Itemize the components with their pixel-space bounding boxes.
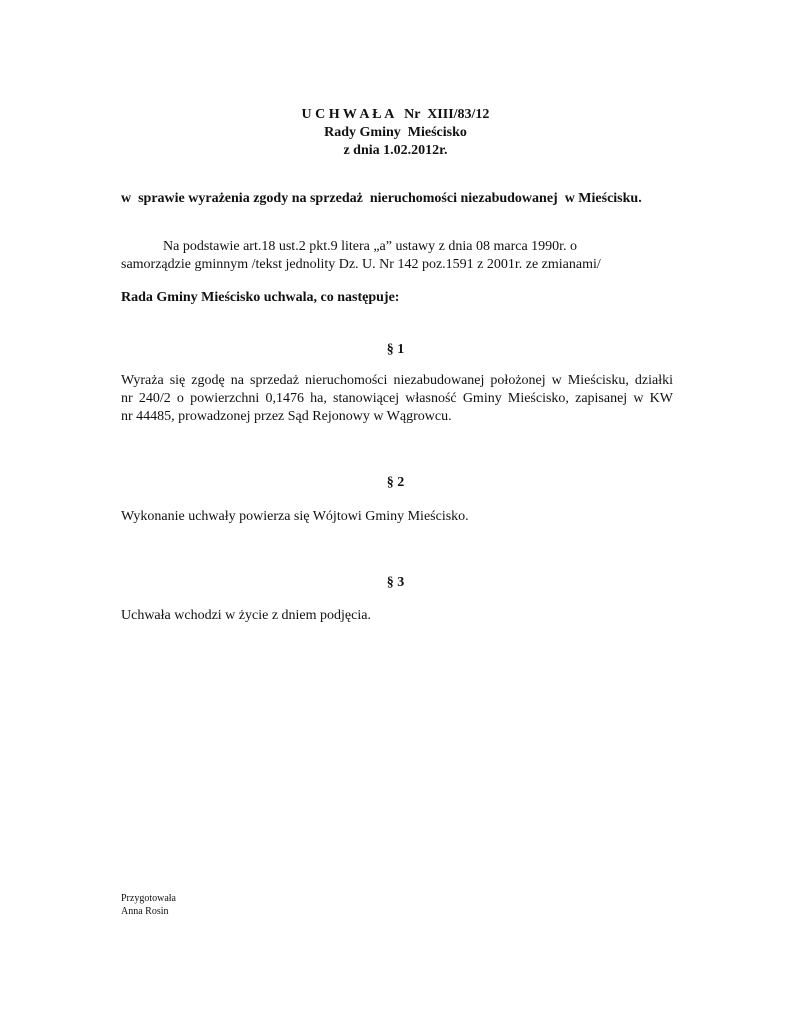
legal-basis-line-2: samorządzie gminnym /tekst jednolity Dz. U. Nr 142 poz.1591 z 2001r. ze zmianami/ bbox=[121, 257, 601, 272]
section-3-body bbox=[121, 607, 673, 625]
section-2-line-1: Wykonanie uchwały powierza się Wójtowi Gminy Mieścisko. bbox=[121, 509, 469, 524]
resolution-title: U C H W A Ł A Nr XIII/83/12 bbox=[301, 107, 490, 122]
legal-basis bbox=[121, 238, 673, 274]
section-3-line-1: Uchwała wchodzi w życie z dniem podjęcia. bbox=[121, 608, 371, 623]
section-3-heading: § 3 bbox=[386, 575, 405, 590]
section-1-heading: § 1 bbox=[386, 342, 405, 357]
resolution-date: z dnia 1.02.2012r. bbox=[343, 143, 448, 158]
resolution-subject: w sprawie wyrażenia zgody na sprzedaż nieruchomości niezabudowanej w Mieścisku. bbox=[121, 191, 642, 206]
council-resolves: Rada Gminy Mieścisko uchwala, co następuje: bbox=[121, 290, 400, 305]
council-name: Rady Gminy Mieścisko bbox=[324, 125, 467, 140]
section-1-line-2: nr 240/2 o powierzchni 0,1476 ha, stanowiącej własność Gminy Mieścisko, zapisanej w KW bbox=[121, 391, 673, 406]
legal-basis-line-1: Na podstawie art.18 ust.2 pkt.9 litera „a” ustawy z dnia 08 marca 1990r. o bbox=[163, 239, 578, 254]
prepared-by-label: Przygotowała bbox=[121, 893, 176, 904]
section-2-body bbox=[121, 508, 673, 526]
section-2-heading: § 2 bbox=[386, 475, 405, 490]
section-1-body bbox=[121, 372, 673, 426]
section-1-line-3: nr 44485, prowadzonej przez Sąd Rejonowy w Wągrowcu. bbox=[121, 409, 452, 424]
prepared-by-name: Anna Rosin bbox=[121, 906, 169, 917]
section-1-line-1: Wyraża się zgodę na sprzedaż nieruchomości niezabudowanej położonej w Mieścisku, działki bbox=[121, 373, 673, 388]
